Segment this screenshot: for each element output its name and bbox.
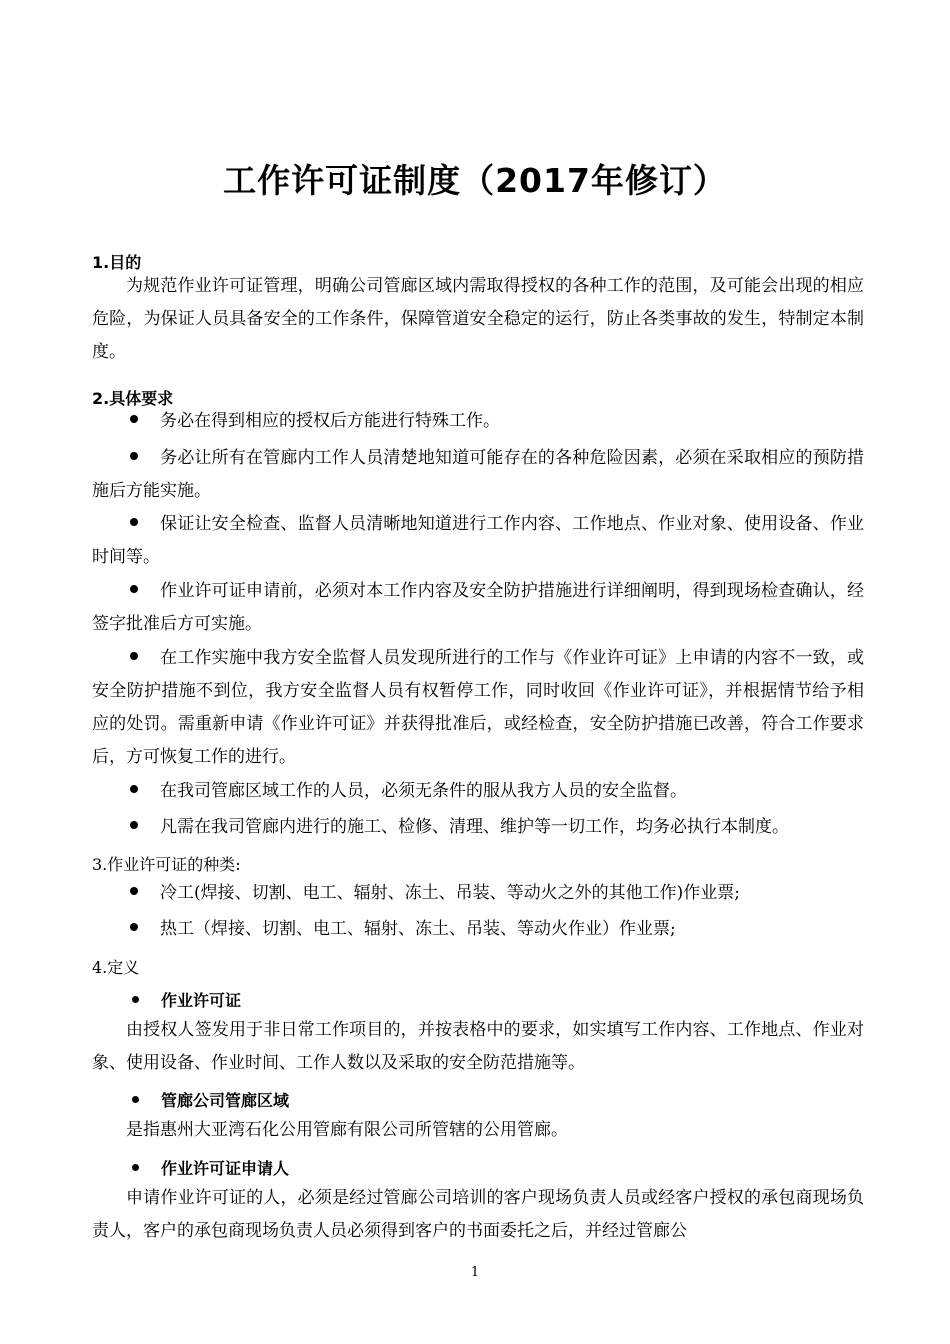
list-item: 在我司管廊区域工作的人员，必须无条件的服从我方人员的安全监督。 <box>92 775 864 808</box>
definition-text: 是指惠州大亚湾石化公用管廊有限公司所管辖的公用管廊。 <box>126 1120 568 1140</box>
bullet-icon <box>130 887 138 895</box>
bullet-icon <box>130 652 138 660</box>
bullet-icon <box>130 518 138 526</box>
definition-text: 申请作业许可证的人，必须是经过管廊公司培训的客户现场负责人员或经客户授权的承包商现场负责人，客户的承包商现场负责人员必须得到客户的书面委托之后，并经过管廊公 <box>92 1188 864 1241</box>
section-1-paragraph: 为规范作业许可证管理，明确公司管廊区域内需取得授权的各种工作的范围，及可能会出现的相应危险，为保证人员具备安全的工作条件，保障管道安全稳定的运行，防止各类事故的发生，特制定本制度。 <box>92 276 864 362</box>
list-item: 务必在得到相应的授权后方能进行特殊工作。 <box>92 405 864 438</box>
section-1-heading: 1.目的 <box>92 253 142 272</box>
definition-text: 由授权人签发用于非日常工作项目的，并按表格中的要求，如实填写工作内容、工作地点、作业对象、使用设备、作业时间、工作人数以及采取的安全防范措施等。 <box>92 1020 864 1073</box>
list-item: 保证让安全检查、监督人员清晰地知道进行工作内容、工作地点、作业对象、使用设备、作业时间等。 <box>92 514 864 567</box>
bullet-icon <box>132 1096 139 1103</box>
section-4-heading: 4.定义 <box>92 958 140 977</box>
definition-term: 作业许可证申请人 <box>132 1156 289 1179</box>
list-item: 凡需在我司管廊内进行的施工、检修、清理、维护等一切工作，均务必执行本制度。 <box>92 811 864 844</box>
definition-term: 作业许可证 <box>132 988 241 1011</box>
page-number: 1 <box>470 1265 480 1280</box>
list-item: 作业许可证申请前，必须对本工作内容及安全防护措施进行详细阐明，得到现场检查确认，经签字批准后方可实施。 <box>92 581 864 634</box>
bullet-icon <box>132 1164 139 1171</box>
bullet-icon <box>130 452 138 460</box>
list-item: 在工作实施中我方安全监督人员发现所进行的工作与《作业许可证》上申请的内容不一致，或安全防护措施不到位，我方安全监督人员有权暂停工作，同时收回《作业许可证》，并根据情节给予相应的处罚。需重新申请《作业许可证》并获得批准后，或经检查，安全防护措施已改善，符合工作要求后，方可恢复工作的进行。 <box>92 648 864 767</box>
page-title: 工作许可证制度（2017年修订） <box>223 161 727 200</box>
list-item: 热工（焊接、切割、电工、辐射、冻土、吊装、等动火作业）作业票; <box>92 913 864 946</box>
bullet-icon <box>130 415 138 423</box>
definition-term: 管廊公司管廊区域 <box>132 1088 289 1111</box>
bullet-icon <box>130 785 138 793</box>
bullet-icon <box>130 821 138 829</box>
list-item: 务必让所有在管廊内工作人员清楚地知道可能存在的各种危险因素，必须在采取相应的预防措施后方能实施。 <box>92 448 864 501</box>
list-item: 冷工(焊接、切割、电工、辐射、冻土、吊装、等动火之外的其他工作)作业票; <box>92 877 864 910</box>
bullet-icon <box>130 585 138 593</box>
section-3-heading: 3.作业许可证的种类: <box>92 855 241 874</box>
section-2-heading: 2.具体要求 <box>92 389 174 408</box>
bullet-icon <box>132 996 139 1003</box>
bullet-icon <box>130 923 138 931</box>
